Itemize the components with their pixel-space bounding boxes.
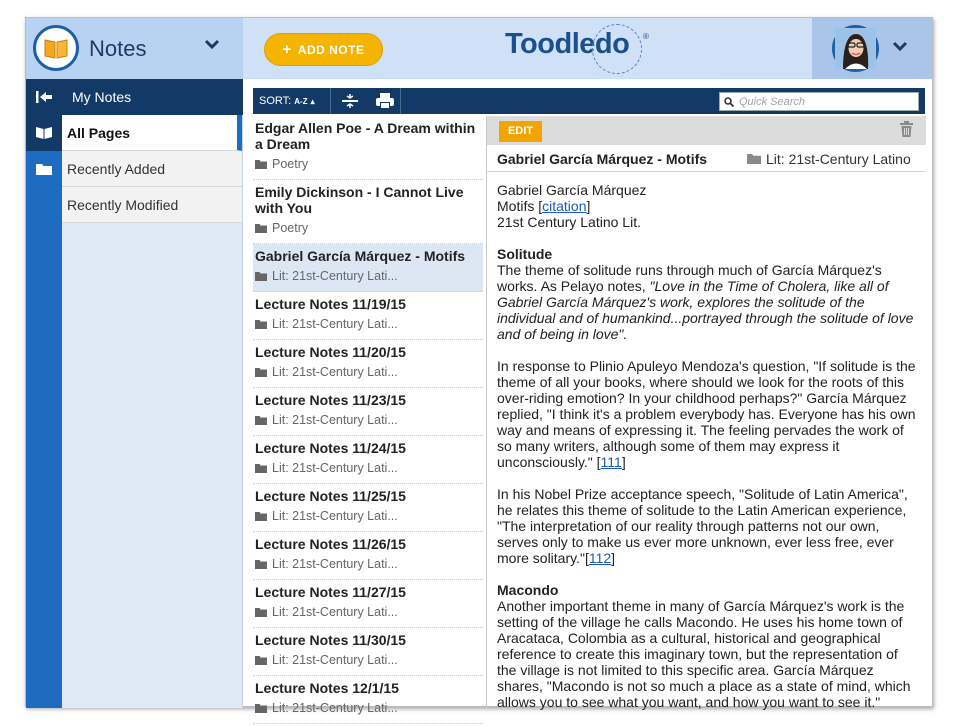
note-folder	[255, 317, 483, 331]
app-title: Notes	[89, 36, 147, 61]
note-title-row	[487, 145, 926, 172]
footnote-link[interactable]: 112	[588, 550, 612, 566]
split-icon	[342, 94, 358, 108]
book-icon	[35, 126, 53, 140]
note-folder	[255, 605, 483, 619]
list-item[interactable]	[253, 628, 483, 676]
pages-view-button[interactable]	[26, 115, 62, 151]
list-item[interactable]	[253, 340, 483, 388]
sort-arrow-icon: ▴	[310, 97, 315, 106]
collapse-icon	[35, 90, 53, 104]
note-folder	[255, 461, 483, 475]
note-folder-label: Lit: 21st-Century Lati...	[272, 557, 398, 571]
paragraph-end: ]	[621, 454, 626, 470]
nav-item-recently-modified[interactable]: Recently Modified	[62, 187, 242, 223]
chevron-down-icon[interactable]	[892, 40, 908, 52]
note-folder	[255, 653, 483, 667]
nav-heading: My Notes	[62, 79, 243, 115]
note-folder-label: Lit: 21st-Century Lati...	[272, 605, 398, 619]
note-list	[253, 116, 483, 715]
note-title: Gabriel García Márquez - Motifs	[255, 248, 466, 264]
list-item[interactable]	[253, 580, 483, 628]
citation-link[interactable]: citation	[542, 198, 587, 214]
folder-icon	[255, 704, 267, 713]
list-item[interactable]	[253, 180, 483, 244]
note-folder-label: Poetry	[272, 157, 309, 171]
folder-icon	[36, 163, 52, 175]
brand-logo: Toodledo	[505, 28, 630, 60]
intro-course: 21st Century Latino Lit.	[497, 214, 641, 230]
list-item[interactable]	[253, 292, 483, 340]
add-note-label: ADD NOTE	[297, 42, 365, 57]
list-item[interactable]	[253, 532, 483, 580]
note-folder-label: Lit: 21st-Century Lati...	[272, 413, 398, 427]
note-title: Lecture Notes 11/24/15	[255, 440, 406, 456]
sort-value: A-Z	[294, 97, 308, 106]
list-item[interactable]	[253, 676, 483, 724]
list-toolbar	[253, 88, 925, 114]
note-title: Lecture Notes 11/23/15	[255, 392, 406, 408]
note-folder-label: Lit: 21st-Century Lati...	[272, 701, 398, 715]
icon-rail	[26, 79, 62, 708]
list-item[interactable]	[253, 484, 483, 532]
paragraph-text: Another important theme in many of García Márquez's work is the setting of the village he calls Macondo. He uses his home town of Aracataca, Colombia as a cultural, historical and geographical reference to create this imaginary town, but the representation of the village is not limited to this specific area. García Márquez shares, "Macondo is not so much a place as a state of mind, which allows you to see what you want, and how you want to see it."	[497, 598, 911, 710]
paragraph	[497, 486, 917, 566]
note-reading-pane	[486, 116, 925, 708]
note-title: Lecture Notes 11/25/15	[255, 488, 406, 504]
note-folder	[255, 221, 483, 235]
edit-button[interactable]: EDIT	[499, 121, 542, 142]
user-menu[interactable]	[812, 18, 932, 79]
print-icon	[376, 93, 394, 109]
top-header	[26, 18, 932, 79]
note-folder-label: Lit: 21st-Century Lati...	[272, 461, 398, 475]
paragraph-end: ]	[611, 550, 616, 566]
note-title: Lecture Notes 11/26/15	[255, 536, 406, 552]
folder-icon	[255, 160, 267, 169]
split-view-button[interactable]	[331, 88, 369, 114]
note-action-bar	[487, 116, 926, 145]
macondo-section	[497, 582, 917, 710]
sort-button[interactable]	[253, 88, 331, 114]
notes-nav-panel	[62, 79, 243, 708]
note-folder	[255, 701, 483, 715]
chevron-down-icon[interactable]	[204, 38, 220, 50]
collapse-sidebar-button[interactable]	[26, 79, 62, 115]
note-folder-label: Lit: 21st-Century Lati...	[272, 365, 398, 379]
note-folder	[255, 509, 483, 523]
folder-icon	[255, 512, 267, 521]
note-folder	[255, 365, 483, 379]
notes-app-icon	[33, 25, 79, 71]
intro-motifs-text: Motifs [	[497, 198, 543, 214]
quote-text: "Love in the Time of Cholera, like all of Gabriel García Márquez's work, explores the solitude of the individual and of humankind...portrayed through the solitude of love and of being in love".	[497, 278, 914, 342]
avatar[interactable]	[832, 25, 879, 72]
list-item[interactable]	[253, 388, 483, 436]
nav-item-recently-added[interactable]: Recently Added	[62, 151, 242, 187]
registered-mark: ®	[643, 32, 649, 41]
note-folder-label: Lit: 21st-Century Latino	[766, 151, 911, 167]
folder-icon	[255, 560, 267, 569]
note-folder	[255, 269, 483, 283]
paragraph	[497, 358, 917, 470]
note-body	[497, 182, 917, 726]
folders-view-button[interactable]	[26, 151, 62, 187]
list-item[interactable]	[253, 116, 483, 180]
note-folder-label: Poetry	[272, 221, 309, 235]
note-title: Emily Dickinson - I Cannot Live with You	[255, 184, 464, 216]
note-title: Gabriel García Márquez - Motifs	[497, 151, 708, 167]
search-input[interactable]	[739, 96, 909, 108]
search-icon	[724, 97, 734, 107]
folder-icon	[255, 608, 267, 617]
folder-icon	[255, 656, 267, 665]
note-folder[interactable]	[747, 151, 911, 167]
app-switcher[interactable]	[26, 18, 243, 79]
paragraph-text: In response to Plinio Apuleyo Mendoza's question, "If solitude is the theme of all your books, where should we look for the roots of this over-riding emotion? In your childhood perhaps?" García Márquez replied, "I think it's a problem everybody has. Everyone has his own way and means of expressing it. The feeling pervades the work of so many writers, although some of them may express it unconsciously." [	[497, 358, 916, 470]
brand-ring-decoration	[592, 24, 642, 74]
list-item[interactable]	[253, 436, 483, 484]
section-heading: Solitude	[497, 246, 553, 262]
folder-icon	[255, 320, 267, 329]
note-folder-label: Lit: 21st-Century Lati...	[272, 509, 398, 523]
note-title: Lecture Notes 12/1/15	[255, 680, 399, 696]
folder-icon	[255, 464, 267, 473]
note-title: Lecture Notes 11/30/15	[255, 632, 406, 648]
footnote-link[interactable]: 111	[600, 454, 622, 470]
note-folder	[255, 413, 483, 427]
folder-icon	[255, 368, 267, 377]
trash-icon[interactable]	[900, 121, 913, 137]
solitude-section	[497, 246, 917, 342]
note-folder	[255, 157, 483, 171]
print-button[interactable]	[369, 88, 401, 114]
folder-icon	[255, 272, 267, 281]
note-folder-label: Lit: 21st-Century Lati...	[272, 317, 398, 331]
note-title: Edgar Allen Poe - A Dream within a Dream	[255, 120, 476, 152]
intro-motifs-end: ]	[586, 198, 591, 214]
note-title: Lecture Notes 11/19/15	[255, 296, 406, 312]
note-title: Lecture Notes 11/27/15	[255, 584, 406, 600]
note-title: Lecture Notes 11/20/15	[255, 344, 406, 360]
add-note-button[interactable]	[264, 33, 383, 66]
quick-search[interactable]	[719, 92, 919, 111]
note-folder-label: Lit: 21st-Century Lati...	[272, 269, 398, 283]
plus-icon: +	[282, 41, 292, 58]
paragraph-text: The theme of solitude runs through much of García Márquez's works. As Pelayo notes,	[497, 262, 882, 294]
folder-icon	[747, 154, 761, 164]
note-folder	[255, 557, 483, 571]
app-window	[25, 17, 933, 715]
folder-icon	[255, 416, 267, 425]
sort-label: SORT:	[259, 95, 292, 107]
note-intro	[497, 182, 917, 230]
section-heading: Macondo	[497, 582, 559, 598]
list-item[interactable]	[253, 244, 483, 292]
note-folder-label: Lit: 21st-Century Lati...	[272, 653, 398, 667]
paragraph-text: In his Nobel Prize acceptance speech, "Solitude of Latin America", he relates this theme of solitude to the Latin American experience, "The interpretation of our reality through patterns not our own, serves only to make us ever more unknown, ever less free, ever more solitary."[	[497, 486, 908, 566]
nav-item-all-pages[interactable]: All Pages	[62, 115, 242, 151]
folder-icon	[255, 224, 267, 233]
intro-author: Gabriel García Márquez	[497, 182, 647, 198]
